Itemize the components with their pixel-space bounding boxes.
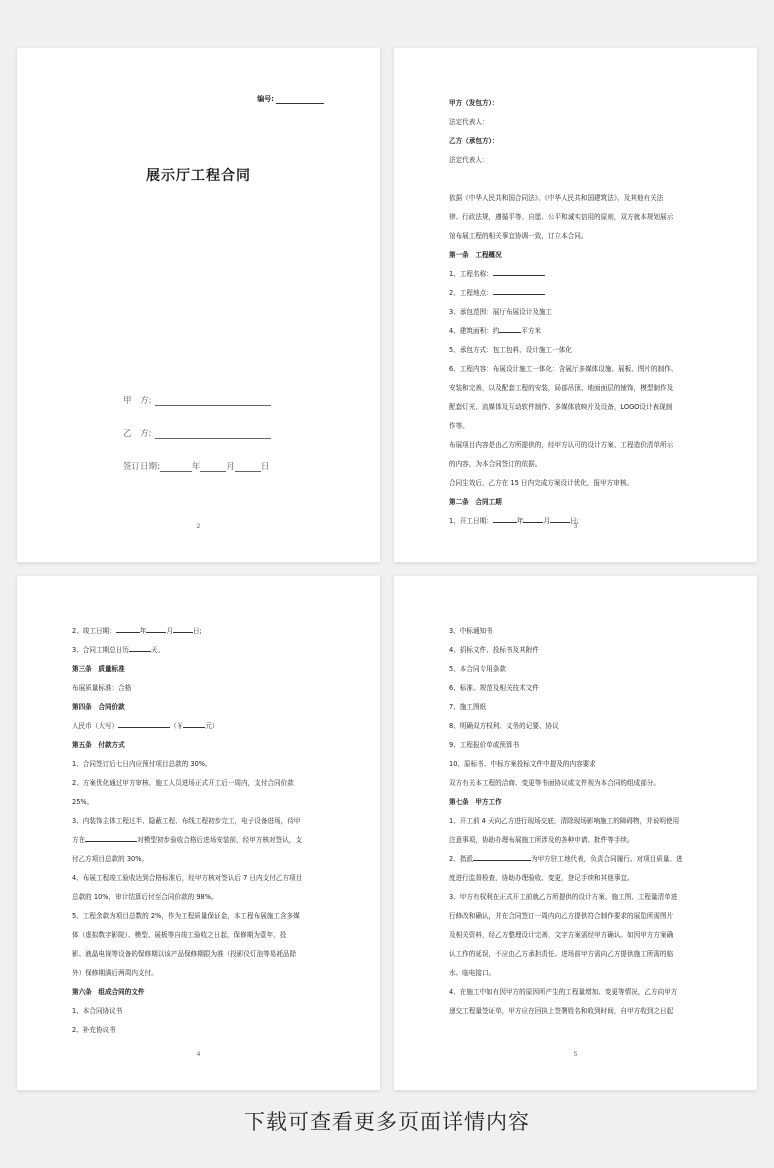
party-b-signature	[123, 427, 271, 439]
contract-text-line	[449, 398, 707, 417]
line-text: 5、工程余款为项目总数的 2%，作为工程质量保证金，本工程布展施工含多媒	[72, 912, 300, 920]
contract-text-line	[449, 303, 707, 322]
line-text-after: 天。	[150, 646, 165, 654]
contract-text-line	[449, 170, 707, 189]
line-text: 法定代表人：	[449, 118, 489, 126]
line-text: 3、合同工期总日历	[72, 646, 129, 654]
fill-blank	[129, 643, 151, 652]
line-text: 及相关资料，经乙方整理设计完善，文字方案需经甲方确认。如因甲方方案确	[449, 931, 674, 939]
line-text: 布展质量标准：合格	[72, 684, 132, 692]
contract-text-line	[449, 888, 707, 907]
page-number: 3	[573, 523, 578, 530]
line-text: 依据《中华人民共和国合同法》、《中华人民共和国建筑法》、及其他有关法	[449, 194, 664, 202]
sign-year: 年	[191, 462, 201, 472]
fill-blank	[116, 624, 140, 633]
download-more-prompt[interactable]: 下载可查看更多页面详情内容	[244, 1110, 530, 1134]
contract-text-line	[449, 436, 707, 455]
contract-text-line	[72, 793, 330, 812]
line-text: 人民币（大写）	[72, 722, 119, 730]
line-text-after: （￥	[170, 722, 184, 730]
date-month-unit: 月	[543, 517, 550, 525]
contract-text-line	[449, 945, 707, 964]
contract-title: 展示厅工程合同	[146, 168, 251, 184]
section-heading	[72, 983, 330, 1002]
contract-text-line	[72, 1021, 330, 1040]
contract-text-line	[449, 983, 707, 1002]
line-text: 甲方（发包方）：	[449, 99, 499, 107]
line-text: 6、标准、规范及相关技术文件	[449, 684, 539, 692]
sign-day: 日	[260, 462, 270, 472]
line-text: 布展项目内容是由乙方所提供的，经甲方认可的设计方案、工程造价清单所示	[449, 441, 674, 449]
contract-cover-page	[17, 48, 380, 562]
section-heading	[449, 246, 707, 265]
line-text: 第七条 甲方工作	[449, 798, 502, 806]
date-year-unit: 年	[139, 627, 147, 635]
party-a-blank	[155, 396, 271, 406]
line-text: 3、中标通知书	[449, 627, 493, 635]
page-number: 5	[573, 1051, 578, 1058]
line-text: 2、指派	[449, 855, 473, 863]
line-text: 体（虚拟数字影院）、模型、展板等自竣工验收之日起，保修期为壹年，投	[72, 931, 287, 939]
line-text: 总款的 10%，审计结算后付至合同价款的 98%。	[72, 893, 218, 901]
contract-text-line	[72, 945, 330, 964]
line-text: 法定代表人：	[449, 156, 489, 164]
line-text: 4、建筑面积：约	[449, 327, 500, 335]
line-text: 影、液晶电视等设备的保修期以该产品保修期限为准（投影仪灯泡等易耗品除	[72, 950, 297, 958]
section-heading	[449, 493, 707, 512]
fill-blank	[523, 514, 543, 523]
contract-text-line	[449, 227, 707, 246]
contract-page-4	[17, 576, 380, 1090]
party-b-blank	[155, 429, 271, 439]
contract-text-line	[449, 831, 707, 850]
section-heading	[449, 132, 707, 151]
line-text: 7、施工图纸	[449, 703, 487, 711]
line-text: 第六条 组成合同的文件	[72, 988, 145, 996]
line-text: 第四条 合同价款	[72, 703, 125, 711]
line-text: 双方有关本工程的洽商、变更等书面协议或文件视为本合同的组成部分。	[449, 779, 660, 787]
contract-text-line	[72, 869, 330, 888]
line-text: 律、行政法规，遵循平等、自愿、公平和诚实信用的原则，双方就本规划展示	[449, 213, 674, 221]
contract-text-line	[72, 1002, 330, 1021]
contract-text-line	[449, 679, 707, 698]
line-text: 2、补充协议书	[72, 1026, 116, 1034]
line-text: 5、本合同专用条款	[449, 665, 506, 673]
line-text: 8、明确双方权利、义务的记要、协议	[449, 722, 559, 730]
contract-text-line	[449, 622, 707, 641]
fill-blank	[499, 324, 521, 333]
contract-text-line	[449, 698, 707, 717]
line-text: 认工作的延误，不应由乙方承担责任。进场前甲方需向乙方提供施工所需的临	[449, 950, 674, 958]
fill-blank	[118, 719, 170, 728]
contract-text-line	[449, 455, 707, 474]
contract-text-line	[72, 679, 330, 698]
line-text: 作等。	[449, 422, 469, 430]
line-text: 行修改和确认，并在合同签订一周内向乙方提供符合制作要求的展览所需图片	[449, 912, 674, 920]
fill-blank	[473, 852, 531, 861]
line-text: 乙方（承包方）：	[449, 137, 499, 145]
fill-blank	[183, 719, 205, 728]
line-text: 注意事项，协助办理布展施工所涉及的各种申请、批件等手续。	[449, 836, 634, 844]
contract-number-field	[257, 94, 324, 104]
date-month-unit: 月	[166, 627, 173, 635]
contract-text-line	[449, 113, 707, 132]
fill-blank	[146, 624, 166, 633]
fill-blank	[173, 624, 193, 633]
sign-date	[123, 460, 269, 472]
line-text: 2、方案优化通过甲方审核、施工人员进场正式开工后一周内，支付合同价款	[72, 779, 294, 787]
line-text: 3、内装饰主体工程过半、隐蔽工程、布线工程初步完工，电子设备进场，待甲	[72, 817, 301, 825]
section-heading	[449, 793, 707, 812]
line-text: 3、承包范围：展厅布展设计及施工	[449, 308, 553, 316]
contract-page-5	[394, 576, 757, 1090]
line-text: 第一条 工程概况	[449, 251, 502, 259]
contract-text-line	[449, 360, 707, 379]
line-text: 4、在施工中如有因甲方的原因所产生的工程量增加、变更等情况，乙方向甲方	[449, 988, 678, 996]
line-text-after: 对模型初步验收合格后进场安装前，经甲方核对签认，支	[137, 836, 303, 844]
contract-text-line	[449, 641, 707, 660]
line-text: 付乙方项目总款的 30%。	[72, 855, 149, 863]
contract-text-line	[449, 964, 707, 983]
contract-text-line	[449, 474, 707, 493]
contract-text-line	[449, 322, 707, 341]
contract-text-line	[72, 622, 330, 641]
contract-text-line	[449, 265, 707, 284]
contract-text-line	[72, 888, 330, 907]
line-text: 配套灯光、流媒体及互动软件制作、多媒体放映片及设备，LOGO设计表现制	[449, 403, 673, 411]
contract-text-line	[449, 379, 707, 398]
page-5-content	[449, 622, 707, 1021]
line-text: 4、招标文件、投标书及其附件	[449, 646, 539, 654]
line-text: 的内容，为本合同签订的依据。	[449, 460, 542, 468]
date-day-unit: 日;	[192, 627, 202, 635]
contract-text-line	[72, 907, 330, 926]
contract-text-line	[449, 926, 707, 945]
party-b-label: 乙 方:	[123, 429, 152, 439]
line-text: 6、工程内容：布展设计施工一体化：含展厅多媒体设施、展板、图片的制作、	[449, 365, 678, 373]
line-text: 馆布展工程的相关事宜协调一致，订立本合同。	[449, 232, 588, 240]
contract-number-label: 编号:	[257, 95, 274, 103]
line-text: 水、临电接口。	[449, 969, 496, 977]
line-text: 1、本合同协议书	[72, 1007, 123, 1015]
contract-text-line	[449, 850, 707, 869]
fill-blank	[493, 514, 517, 523]
page-number: 4	[196, 1051, 201, 1058]
party-a-label: 甲 方:	[123, 396, 152, 406]
contract-text-line	[72, 831, 330, 850]
line-text: 1、工程名称：	[449, 270, 493, 278]
line-text: 外）保修期满后两周内支付。	[72, 969, 158, 977]
sign-date-label: 签订日期:	[123, 462, 160, 472]
contract-page-3	[394, 48, 757, 562]
line-text: 1、开工日期：	[449, 517, 493, 525]
date-day-unit: 日;	[569, 517, 579, 525]
line-text: 1、开工前 4 天向乙方进行现场交底，清除现场影响施工的障碍物，并说明使用	[449, 817, 680, 825]
line-text: 第二条 合同工期	[449, 498, 502, 506]
line-text: 5、承包方式：包工包料、设计施工一体化	[449, 346, 572, 354]
contract-text-line	[72, 641, 330, 660]
line-text: 1、合同签订后七日内应预付项目总款的 30%。	[72, 760, 212, 768]
contract-text-line	[449, 341, 707, 360]
contract-text-line	[72, 926, 330, 945]
fill-blank	[493, 267, 545, 276]
contract-text-line	[449, 717, 707, 736]
section-heading	[72, 660, 330, 679]
contract-text-line	[449, 660, 707, 679]
section-heading	[72, 736, 330, 755]
line-text: 第三条 质量标准	[72, 665, 125, 673]
contract-text-line	[72, 964, 330, 983]
contract-text-line	[72, 774, 330, 793]
contract-number-blank	[276, 95, 324, 104]
page-4-content	[72, 622, 330, 1040]
contract-text-line	[449, 774, 707, 793]
contract-text-line	[449, 907, 707, 926]
line-text: 3、甲方有权利在正式开工前就乙方所提供的设计方案、施工图、工程量清单进	[449, 893, 678, 901]
line-text: 度进行监督检查，协助办理验收、变更，登记手续和其他事宜。	[449, 874, 634, 882]
party-a-signature	[123, 394, 271, 406]
line-text: 第五条 付款方式	[72, 741, 125, 749]
line-text-after: 为甲方驻工地代表，负责合同履行。对项目质量、进	[530, 855, 683, 863]
contract-text-line	[72, 850, 330, 869]
page-3-content	[449, 94, 707, 531]
fill-blank	[85, 833, 137, 842]
line-text: 2、竣工日期：	[72, 627, 116, 635]
sign-month: 月	[226, 462, 235, 472]
section-heading	[449, 94, 707, 113]
contract-text-line	[449, 208, 707, 227]
contract-text-line	[449, 755, 707, 774]
line-text: 合同生效后，乙方在 15 日内完成方案设计优化，报甲方审核。	[449, 479, 634, 487]
line-text-after: 元）	[205, 722, 219, 730]
contract-text-line	[449, 869, 707, 888]
line-text: 安装和完善，以及配套工程的安装，局部吊顶、地面面层的铺饰，模型制作及	[449, 384, 674, 392]
line-text: 10、原标书、中标方案投标文件中提及的内容要求	[449, 760, 596, 768]
line-text: 2、工程地点：	[449, 289, 493, 297]
line-text: 方在	[72, 836, 86, 844]
line-text: 4、布展工程竣工验收达到合格标准后，经甲方核对签认后 7 日内支付乙方项目	[72, 874, 303, 882]
contract-text-line	[449, 812, 707, 831]
contract-text-line	[449, 1002, 707, 1021]
line-text-after: 平方米	[521, 327, 542, 335]
contract-text-line	[449, 736, 707, 755]
fill-blank	[493, 286, 545, 295]
line-text: 9、工程报价单或预算书	[449, 741, 520, 749]
contract-text-line	[72, 755, 330, 774]
contract-text-line	[449, 189, 707, 208]
date-year-unit: 年	[516, 517, 524, 525]
contract-text-line	[449, 417, 707, 436]
section-heading	[72, 698, 330, 717]
fill-blank	[550, 514, 570, 523]
contract-text-line	[72, 717, 330, 736]
line-text: 递交工程量签证单，甲方应在回执上签署姓名和收到时间，自甲方收到之日起	[449, 1007, 674, 1015]
contract-text-line	[72, 812, 330, 831]
page-number: 2	[196, 523, 201, 530]
contract-text-line	[449, 151, 707, 170]
contract-text-line	[449, 284, 707, 303]
line-text: 25%。	[72, 798, 94, 806]
